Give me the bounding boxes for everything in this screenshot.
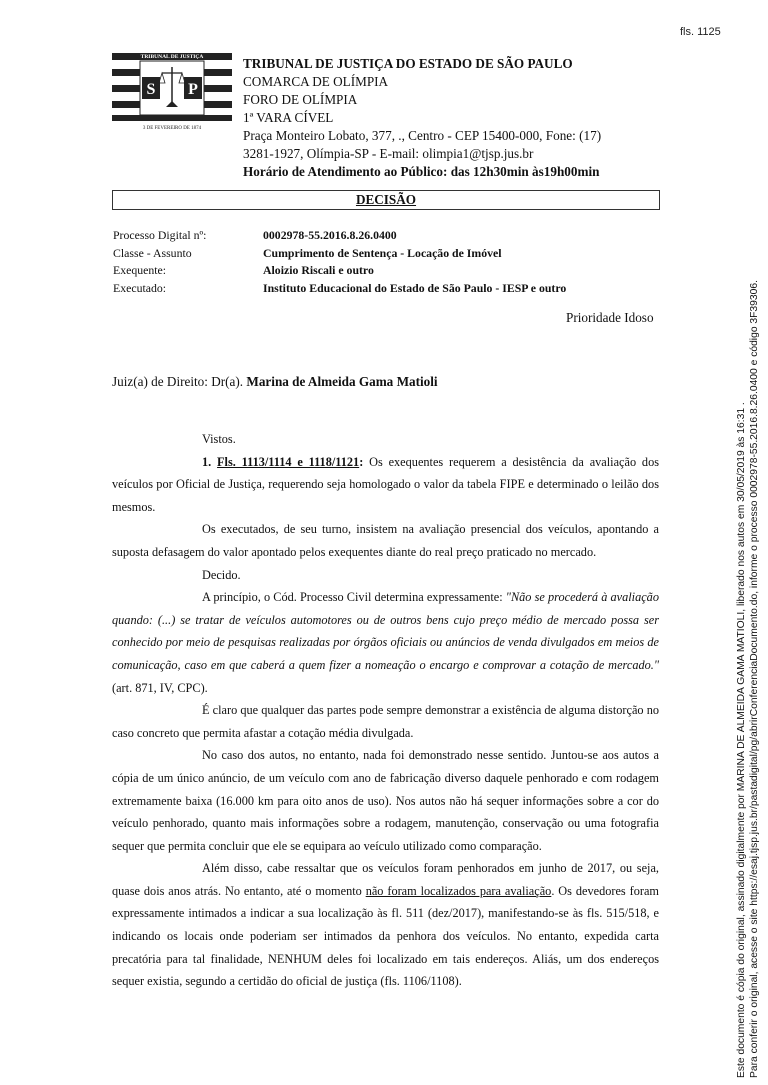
paragraph-6-post: . Os devedores foram expressamente intimados a indicar a sua localização às fl. 511 (dez/2017), manifestando-se às fls. 515/518, e indicando os locais onde poderiam ser intimados da penhora dos veículos. No entanto, expedida carta precatória para tal finalidade, NENHUM deles foi localizado em tais endereços. Aliás, um dos endereços sequer existia, segundo a certidão do oficial de justiça (fls. 1106/1108). [112, 883, 659, 989]
paragraph-6-pre: Além disso, cabe ressaltar que os veículos foram penhorados em junho de 2017, ou seja, quase dois anos atrás. No entanto, até o momento [112, 861, 659, 898]
process-info [113, 227, 566, 297]
process-value: 0002978-55.2016.8.26.0400 [263, 228, 397, 242]
paragraph-6-underlined: não foram localizados para avaliação [365, 883, 552, 898]
judge-name: Marina de Almeida Gama Matioli [246, 374, 438, 389]
paragraph-4: É claro que qualquer das partes pode sempre demonstrar a existência de alguma distorção no caso concreto que permita afastar a cotação média divulgada. [112, 703, 659, 740]
seal-bottom-text: 3 DE FEVEREIRO DE 1874 [142, 126, 202, 131]
paragraph-3 [112, 586, 659, 699]
decision-body [112, 428, 659, 993]
vara: 1ª VARA CÍVEL [243, 110, 334, 125]
executado-row [113, 280, 566, 298]
paragraph-decido: Decido. [202, 567, 241, 582]
address-line-2: 3281-1927, Olímpia-SP - E-mail: olimpia1@tjsp.jus.br [243, 146, 534, 161]
exequente-row [113, 262, 566, 280]
document-type-box [112, 190, 660, 210]
comarca: COMARCA DE OLÍMPIA [243, 74, 389, 89]
foro: FORO DE OLÍMPIA [243, 92, 358, 107]
fls-reference: Fls. 1113/1114 e 1118/1121 [217, 454, 360, 469]
item-colon: : [359, 454, 364, 469]
process-label: Processo Digital nº: [113, 228, 207, 242]
item-number: 1. [202, 454, 212, 469]
judge-line [112, 374, 438, 390]
executado-value: Instituto Educacional do Estado de São Paulo - IESP e outro [263, 280, 567, 295]
priority-note: Prioridade Idoso [566, 310, 654, 325]
paragraph-1-text: Os exequentes requerem a desistência da avaliação dos veículos por Oficial de Justiça, requerendo seja homologado o valor da tabela FIPE e determinado o leilão dos mesmos. [112, 454, 659, 514]
paragraph-6 [112, 857, 659, 993]
seal-top-text: TRIBUNAL DE JUSTIÇA [140, 54, 204, 60]
judge-prefix: Juiz(a) de Direito: Dr(a). [112, 374, 244, 389]
executado-label: Executado: [113, 280, 167, 295]
paragraph-2: Os executados, de seu turno, insistem na avaliação presencial dos veículos, apontando a suposta defasagem do valor apontado pelos exequentes diante do real preço praticado no mercado. [112, 522, 659, 559]
paragraph-5: No caso dos autos, no entanto, nada foi demonstrado nesse sentido. Juntou-se aos autos a cópia de um único anúncio, de um veículo com ano de fabricação diverso daquele penhorado e com rodagem extremamente baixa (16.000 km para oito anos de uso). Nos autos não há sequer informações sobre a cor do veículo penhorado, quanto mais informações sobre a rodagem, manutenção, conservação ou uma fotografia sequer que permita concluir que ele se equipara ao veículo utilizado como comparação. [112, 748, 659, 853]
seal-letter-p: P [188, 81, 198, 98]
digital-signature-note [735, 18, 761, 1078]
page-number: fls. 1125 [680, 26, 721, 38]
class-row [113, 245, 566, 263]
paragraph-vistos: Vistos. [202, 432, 236, 446]
signature-line-1: Este documento é cópia do original, assinado digitalmente por MARINA DE ALMEIDA GAMA MATIOLI, liberado nos autos em 30/05/2019 às 16:31 . [736, 402, 747, 1078]
class-label: Classe - Assunto [113, 245, 192, 260]
signature-line-2: Para conferir o original, acesse o site https://esaj.tjsp.jus.br/pastadigital/pg/abrirConferenciaDocumento.do, informe o processo 0002978-55.2016.8.26.0400 e código 3F39306. [749, 280, 760, 1078]
paragraph-3-post: (art. 871, IV, CPC). [112, 680, 208, 695]
seal-letter-s: S [146, 81, 156, 98]
exequente-label: Exequente: [113, 263, 167, 277]
process-row [113, 227, 566, 245]
court-name: TRIBUNAL DE JUSTIÇA DO ESTADO DE SÃO PAULO [243, 56, 573, 71]
court-seal-logo [112, 47, 232, 133]
paragraph-3-pre: A princípio, o Cód. Processo Civil determina expressamente: [202, 590, 506, 605]
court-header [243, 55, 663, 181]
document-type: DECISÃO [355, 192, 417, 207]
office-hours: Horário de Atendimento ao Público: das 12h30min às19h00min [243, 164, 600, 179]
exequente-value: Aloizio Riscali e outro [263, 263, 374, 277]
cpc-quote: "Não se procederá à avaliação quando: (...) se tratar de veículos automotores ou de outros bens cujo preço médio de mercado possa ser conhecido por meio de pesquisas realizadas por órgãos oficiais ou anúncios de venda divulgados em meios de comunicação, caso em que caberá a quem fizer a nomeação o encargo e comprovar a cotação de mercado." [112, 590, 659, 672]
paragraph-1 [112, 451, 659, 519]
address-line-1: Praça Monteiro Lobato, 377, ., Centro - CEP 15400-000, Fone: (17) [243, 128, 602, 143]
class-value: Cumprimento de Sentença - Locação de Imóvel [263, 245, 502, 260]
